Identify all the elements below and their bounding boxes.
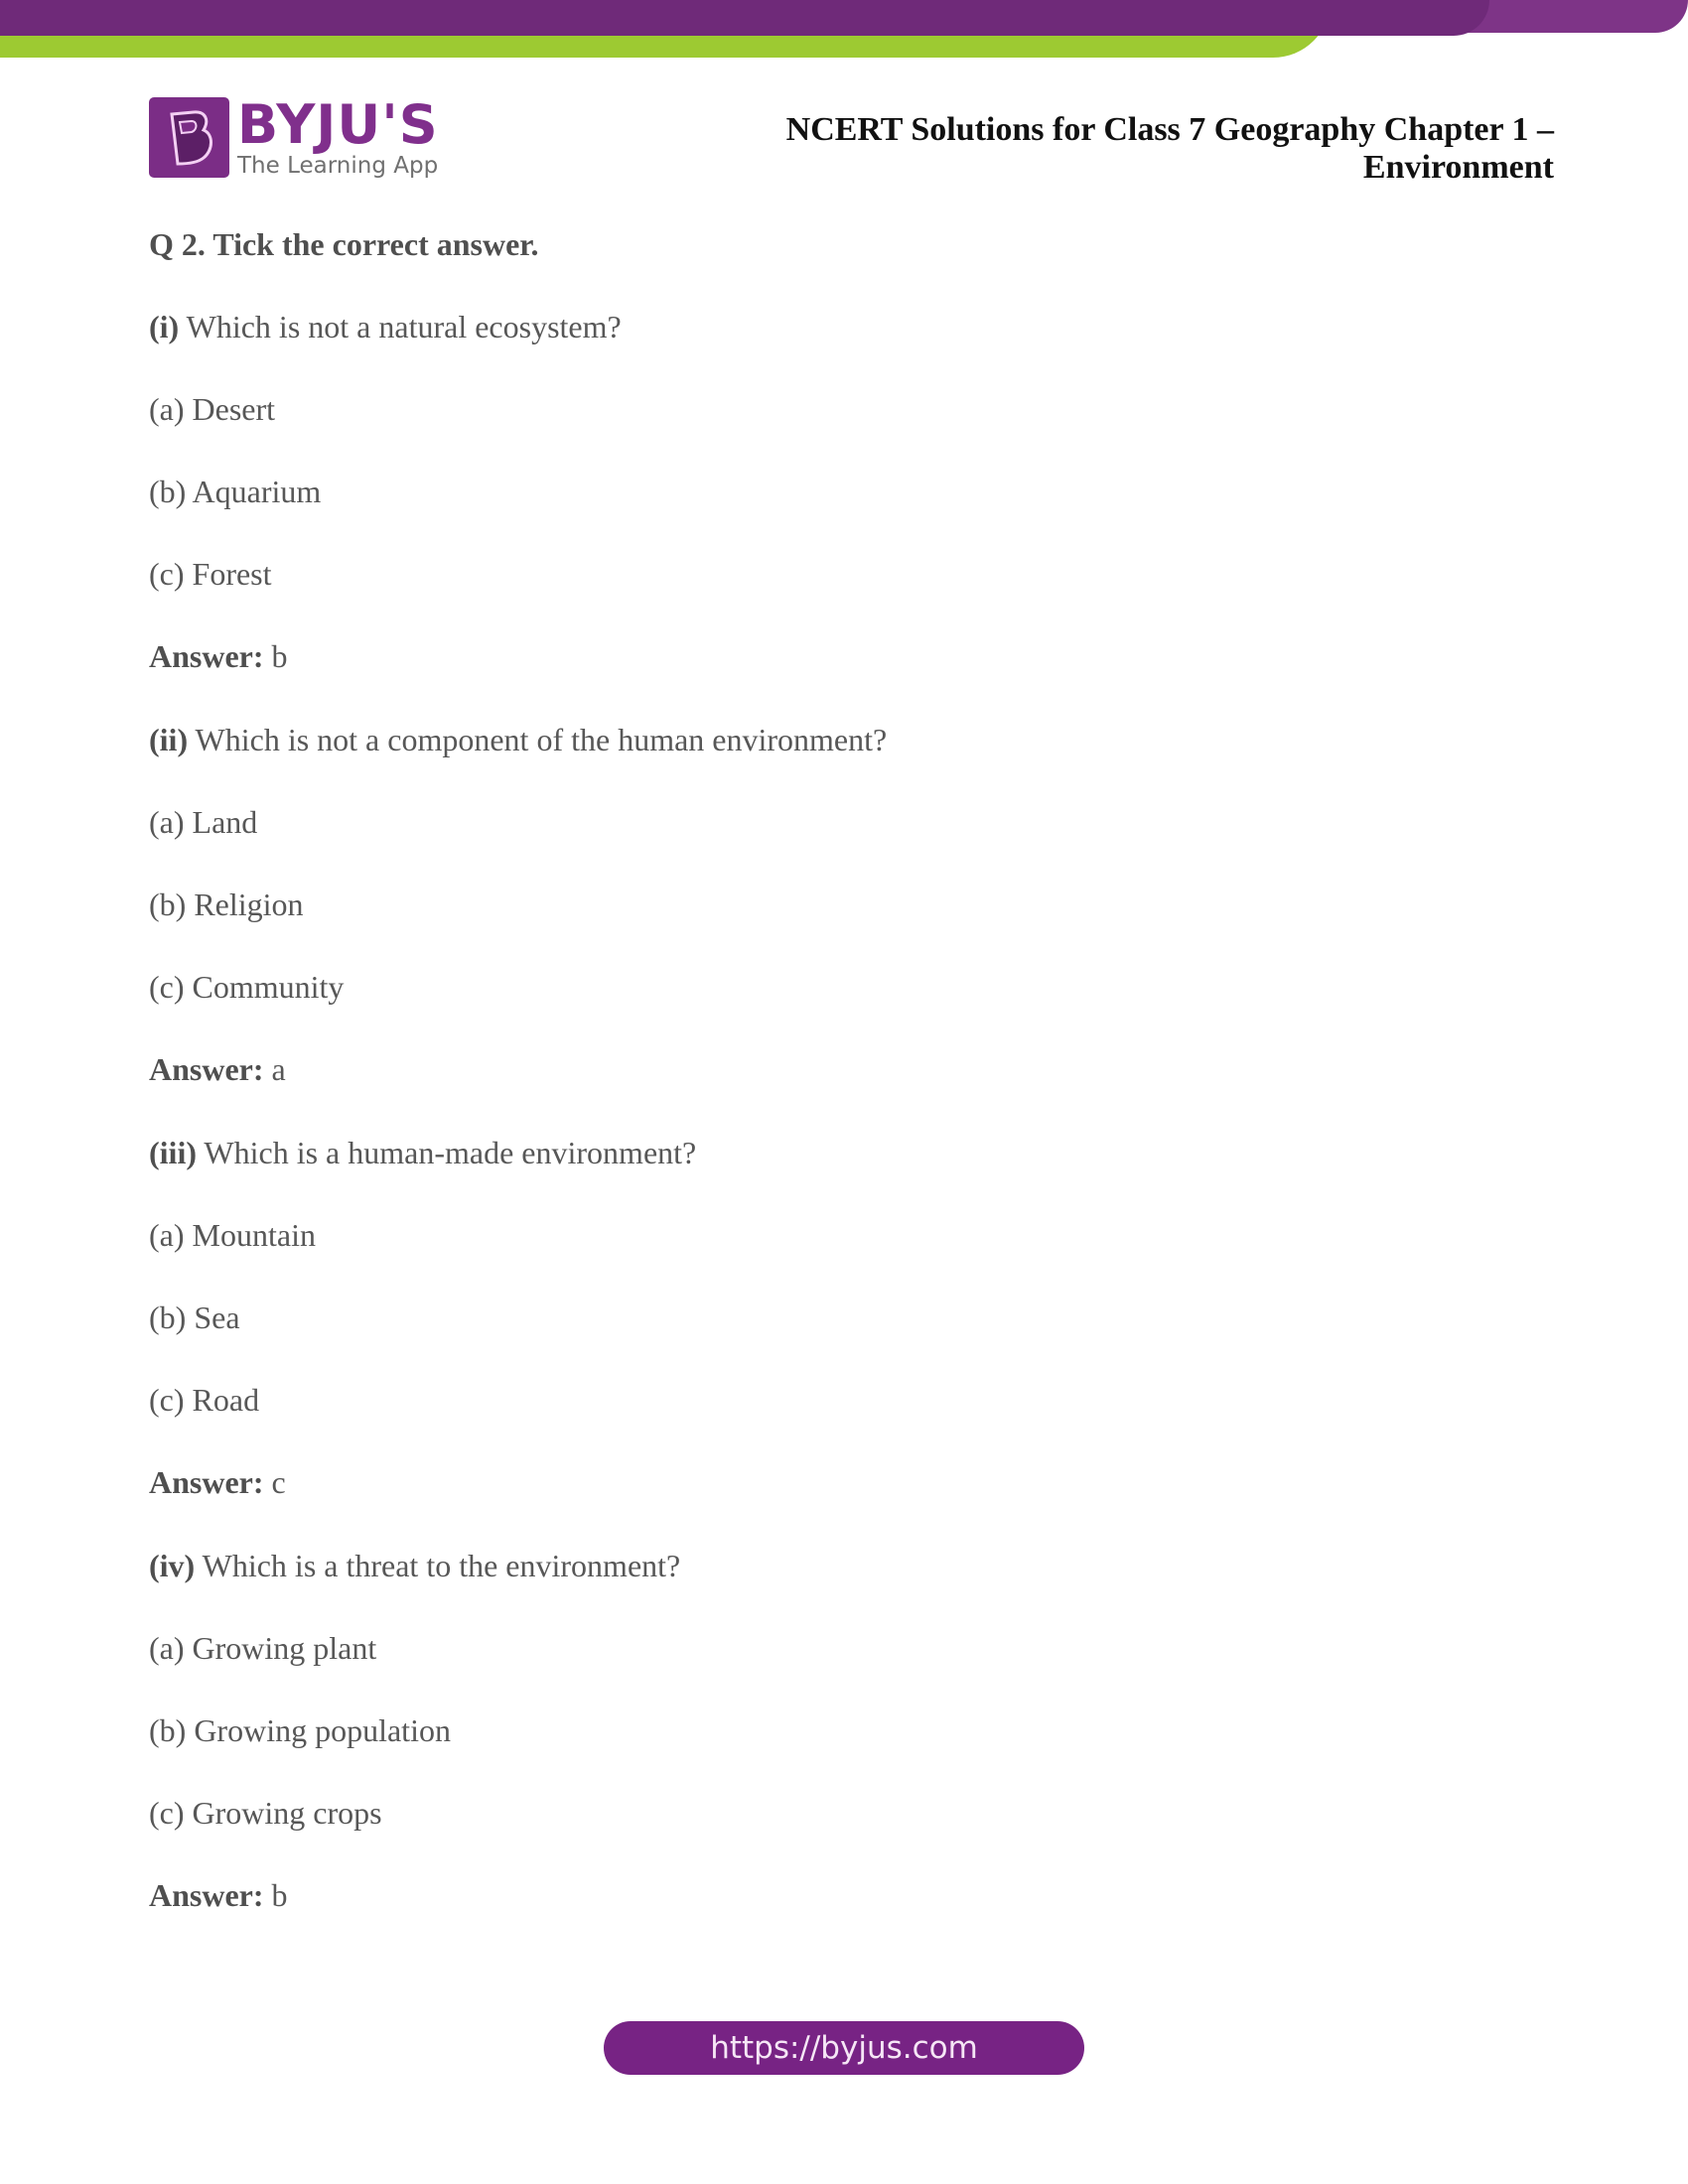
question-text: (i) Which is not a natural ecosystem? <box>149 309 622 344</box>
question-number: (ii) <box>149 722 189 757</box>
option: (a) Desert <box>149 391 276 427</box>
option: (c) Forest <box>149 556 272 592</box>
answer: Answer: a <box>149 1051 286 1087</box>
option: (a) Land <box>149 804 258 840</box>
answer: Answer: b <box>149 1877 288 1913</box>
answer: Answer: c <box>149 1464 286 1500</box>
question-text: (ii) Which is not a component of the human environment? <box>149 722 888 757</box>
byjus-b-logo-icon <box>149 97 229 178</box>
option: (b) Growing population <box>149 1712 451 1748</box>
answer: Answer: b <box>149 638 288 674</box>
option: (c) Growing crops <box>149 1795 382 1831</box>
question-number: (i) <box>149 309 180 344</box>
option: (b) Sea <box>149 1299 240 1335</box>
byjus-logo <box>149 92 439 179</box>
option: (a) Mountain <box>149 1217 316 1253</box>
option: (b) Aquarium <box>149 474 322 509</box>
option: (c) Road <box>149 1382 260 1418</box>
question-number: (iv) <box>149 1548 196 1583</box>
option: (b) Religion <box>149 887 304 922</box>
section-heading: Q 2. Tick the correct answer. <box>149 226 539 262</box>
document-title-line2: Environment <box>1362 149 1554 186</box>
logo-tagline: The Learning App <box>237 152 439 179</box>
footer-url-text: https://byjus.com <box>710 2030 978 2066</box>
option: (c) Community <box>149 969 345 1005</box>
footer-url-link[interactable] <box>604 2021 1084 2075</box>
document-title-line1: NCERT Solutions for Class 7 Geography Chapter 1 – <box>785 111 1554 148</box>
question-number: (iii) <box>149 1135 197 1170</box>
logo-brand: BYJU'S <box>237 92 439 156</box>
option: (a) Growing plant <box>149 1630 377 1666</box>
question-text: (iv) Which is a threat to the environment? <box>149 1548 681 1583</box>
question-text: (iii) Which is a human-made environment? <box>149 1135 697 1170</box>
document-title <box>786 111 1554 187</box>
header-band-purple <box>0 0 1489 36</box>
